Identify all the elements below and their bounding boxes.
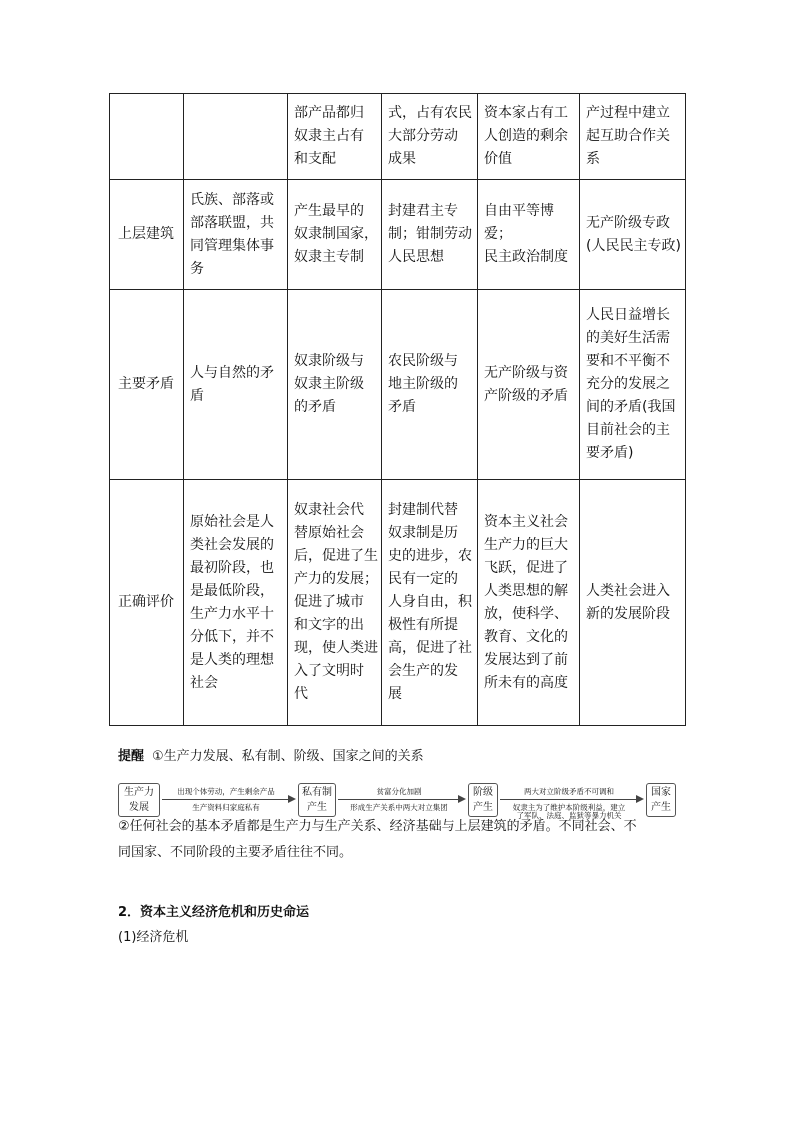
cell-line: 是人类的理想 bbox=[190, 651, 274, 668]
cell-capitalist-society bbox=[478, 290, 580, 480]
cell-line: 的矛盾 bbox=[294, 399, 336, 415]
cell-line: 部落联盟，共 bbox=[190, 214, 274, 231]
cell-line: 和支配 bbox=[294, 151, 336, 167]
cell-capitalist-society bbox=[478, 180, 580, 290]
cell-primitive-society bbox=[184, 480, 288, 726]
cell-line: 奴隶主专制 bbox=[294, 249, 364, 265]
cell-line: 后，促进了生 bbox=[294, 548, 378, 564]
cell-line: 系 bbox=[586, 151, 600, 167]
cell-line: 生产力的巨大 bbox=[484, 536, 568, 553]
cell-line: 正确评价 bbox=[118, 594, 174, 610]
cell-row-label bbox=[110, 180, 184, 290]
cell-line: 务 bbox=[190, 260, 204, 277]
cell-line: 部产品都归 bbox=[294, 105, 364, 121]
cell-line: 封建制代替 bbox=[388, 502, 458, 518]
comparison-table bbox=[109, 93, 686, 726]
cell-line: 要和不平衡不 bbox=[586, 353, 670, 369]
flow-box-text: 产生 bbox=[473, 802, 493, 813]
cell-line: 所未有的高度 bbox=[484, 674, 568, 691]
cell-capitalist-society bbox=[478, 94, 580, 180]
cell-line: 原始社会是人 bbox=[190, 513, 274, 530]
cell-line: 要矛盾) bbox=[586, 445, 634, 461]
cell-line: 成果 bbox=[388, 151, 416, 167]
flow-box-text: 产生 bbox=[307, 802, 327, 813]
cell-line: 发展达到了前 bbox=[484, 651, 568, 668]
paragraph-line-2: 同国家、不同阶段的主要矛盾往往不同。 bbox=[118, 845, 353, 860]
cell-line: 入了文明时 bbox=[294, 663, 364, 679]
cell-line: 会生产的发 bbox=[388, 663, 458, 679]
cell-line: 矛盾 bbox=[388, 399, 416, 415]
cell-line: 资本主义社会 bbox=[484, 513, 568, 530]
cell-line: 起互助合作关 bbox=[586, 128, 670, 144]
cell-line: 社会 bbox=[190, 674, 218, 691]
cell-line: 飞跃，促进了 bbox=[484, 559, 568, 576]
cell-line: 产力的发展； bbox=[294, 571, 378, 587]
cell-line: 人类思想的解 bbox=[484, 582, 568, 599]
cell-line: 促进了城市 bbox=[294, 594, 364, 610]
cell-primitive-society bbox=[184, 290, 288, 480]
cell-line: 封建君主专 bbox=[388, 203, 458, 219]
flow-arrow-2-bottom-text: 形成生产关系中两大对立集团 bbox=[350, 803, 448, 812]
cell-line: 式，占有农民 bbox=[388, 105, 472, 121]
cell-line: 目前社会的主 bbox=[586, 422, 670, 438]
table-row bbox=[110, 290, 686, 480]
cell-line: 上层建筑 bbox=[118, 226, 174, 242]
flow-box-state bbox=[646, 783, 676, 817]
cell-line: 展 bbox=[388, 686, 402, 702]
subsection-heading: (1)经济危机 bbox=[118, 930, 189, 945]
cell-row-label bbox=[110, 290, 184, 480]
cell-slave-society bbox=[288, 290, 382, 480]
flow-arrow-1 bbox=[162, 783, 296, 817]
cell-socialist-society bbox=[580, 94, 686, 180]
cell-line: 人类社会进入 bbox=[586, 582, 670, 599]
cell-row-label bbox=[110, 94, 184, 180]
table-row bbox=[110, 94, 686, 180]
cell-line: 奴隶社会代 bbox=[294, 502, 364, 518]
cell-line: 是最低阶段， bbox=[190, 582, 274, 599]
flow-box-productivity bbox=[118, 783, 160, 817]
cell-feudal-society bbox=[382, 290, 478, 480]
cell-line: 同管理集体事 bbox=[190, 237, 274, 254]
cell-line: 价值 bbox=[484, 151, 512, 167]
cell-line: 地主阶级的 bbox=[388, 376, 458, 392]
cell-primitive-society bbox=[184, 94, 288, 180]
table-row bbox=[110, 480, 686, 726]
cell-line: 资本家占有工 bbox=[484, 105, 568, 121]
flow-arrow-2-top-text: 贫富分化加剧 bbox=[376, 787, 422, 796]
cell-line: 放，使科学、 bbox=[484, 605, 568, 622]
cell-line: 大部分劳动 bbox=[388, 128, 458, 144]
cell-slave-society bbox=[288, 94, 382, 180]
flow-arrow-3 bbox=[500, 783, 644, 820]
cell-slave-society bbox=[288, 480, 382, 726]
flow-box-private-ownership bbox=[298, 783, 336, 817]
cell-line: (人民民主专政) bbox=[586, 237, 681, 254]
cell-line: 分低下，并不 bbox=[190, 628, 274, 645]
flow-arrow-3-bottom-text-2: 了军队、法庭、监狱等暴力机关 bbox=[516, 811, 622, 820]
flow-box-text: 生产力 bbox=[124, 787, 154, 798]
flow-arrow-3-bottom-text: 奴隶主为了维护本阶级利益，建立 bbox=[512, 803, 626, 812]
cell-line: 最初阶段，也 bbox=[190, 559, 274, 576]
cell-line: 新的发展阶段 bbox=[586, 605, 670, 622]
cell-line: 和文字的出 bbox=[294, 617, 364, 633]
cell-line: 主要矛盾 bbox=[118, 376, 174, 392]
cell-line: 现，使人类进 bbox=[294, 640, 378, 656]
cell-line: 人创造的剩余 bbox=[484, 128, 568, 144]
cell-line: 生产力水平十 bbox=[190, 605, 274, 622]
remark-text: ①生产力发展、私有制、阶级、国家之间的关系 bbox=[152, 749, 424, 764]
section-heading: 2．资本主义经济危机和历史命运 bbox=[118, 905, 310, 920]
cell-line: 民有一定的 bbox=[388, 571, 458, 587]
cell-socialist-society bbox=[580, 180, 686, 290]
cell-line: 人民思想 bbox=[388, 249, 444, 265]
cell-line: 人与自然的矛 bbox=[190, 364, 274, 381]
cell-line: 极性有所提 bbox=[388, 617, 458, 633]
table-row bbox=[110, 180, 686, 290]
cell-line: 产阶级的矛盾 bbox=[484, 387, 568, 404]
remark-label: 提醒 bbox=[118, 749, 145, 764]
cell-line: 的美好生活需 bbox=[586, 330, 670, 346]
cell-line: 教育、文化的 bbox=[484, 628, 568, 645]
cell-line: 民主政治制度 bbox=[484, 249, 568, 265]
flow-box-class bbox=[468, 783, 498, 817]
cell-line: 无产阶级与资 bbox=[484, 364, 568, 381]
cell-feudal-society bbox=[382, 180, 478, 290]
cell-line: 间的矛盾(我国 bbox=[586, 399, 676, 415]
cell-socialist-society bbox=[580, 480, 686, 726]
cell-line: 人民日益增长 bbox=[586, 307, 670, 323]
cell-capitalist-society bbox=[478, 480, 580, 726]
flow-box-text: 产生 bbox=[651, 802, 671, 813]
cell-line: 盾 bbox=[190, 387, 204, 404]
cell-line: 奴隶主阶级 bbox=[294, 376, 364, 392]
cell-line: 产生最早的 bbox=[294, 203, 364, 219]
cell-line: 奴隶制是历 bbox=[388, 525, 458, 541]
flow-arrow-3-top-text: 两大对立阶级矛盾不可调和 bbox=[524, 787, 614, 796]
cell-line: 无产阶级专政 bbox=[586, 214, 670, 231]
flow-arrow-2 bbox=[338, 783, 466, 817]
cell-line: 奴隶制国家， bbox=[294, 226, 378, 242]
cell-line: 类社会发展的 bbox=[190, 536, 274, 553]
cell-line: 充分的发展之 bbox=[586, 376, 670, 392]
cell-line: 替原始社会 bbox=[294, 525, 364, 541]
flow-box-text: 阶级 bbox=[473, 787, 493, 798]
cell-line: 高，促进了社 bbox=[388, 640, 472, 656]
paragraph-line-1: ②任何社会的基本矛盾都是生产力与生产关系、经济基础与上层建筑的矛盾。不同社会、不 bbox=[118, 819, 637, 834]
cell-socialist-society bbox=[580, 290, 686, 480]
cell-line: 制；钳制劳动 bbox=[388, 226, 472, 242]
cell-primitive-society bbox=[184, 180, 288, 290]
flow-box-text: 私有制 bbox=[302, 787, 332, 798]
cell-slave-society bbox=[288, 180, 382, 290]
remark bbox=[118, 747, 424, 767]
cell-line: 人身自由，积 bbox=[388, 594, 472, 610]
cell-line: 史的进步，农 bbox=[388, 548, 472, 564]
flow-box-text: 发展 bbox=[129, 802, 149, 813]
cell-line: 代 bbox=[294, 686, 308, 702]
flow-arrow-1-top-text: 出现个体劳动，产生剩余产品 bbox=[177, 787, 275, 796]
cell-line: 奴隶阶级与 bbox=[294, 353, 364, 369]
cell-feudal-society bbox=[382, 94, 478, 180]
cell-feudal-society bbox=[382, 480, 478, 726]
cell-row-label bbox=[110, 480, 184, 726]
cell-line: 产过程中建立 bbox=[586, 105, 670, 121]
cell-line: 自由平等博爱； bbox=[484, 203, 554, 242]
flow-arrow-1-bottom-text: 生产资料归家庭私有 bbox=[192, 803, 260, 812]
cell-line: 氏族、部落或 bbox=[190, 191, 274, 208]
cell-line: 奴隶主占有 bbox=[294, 128, 364, 144]
flow-box-text: 国家 bbox=[651, 787, 671, 798]
cell-line: 农民阶级与 bbox=[388, 353, 458, 369]
